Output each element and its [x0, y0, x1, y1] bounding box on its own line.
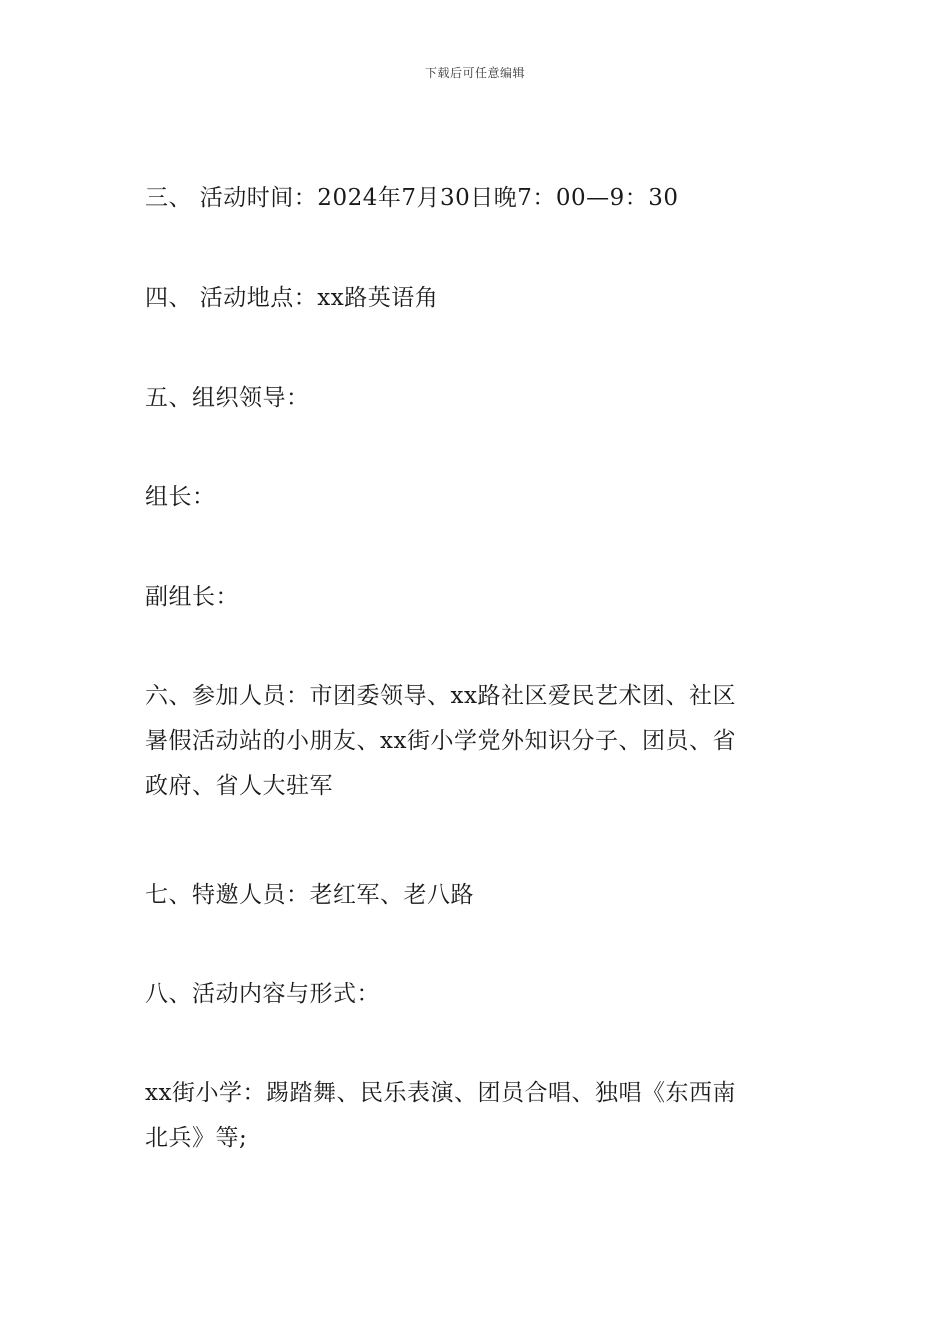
participants-line: 政府、省人大驻军 — [145, 773, 333, 799]
school-program-line: 北兵》等; — [145, 1125, 248, 1151]
special-guests: 七、特邀人员：老红军、老八路 — [145, 882, 474, 908]
school-program-paragraph — [145, 1071, 825, 1161]
organization-leadership-heading: 五、组织领导： — [145, 385, 310, 411]
group-leader: 组长： — [145, 484, 216, 510]
deputy-group-leader: 副组长： — [145, 584, 239, 610]
participants-line: 六、参加人员：市团委领导、xx路社区爱民艺术团、社区 — [145, 683, 736, 709]
participants-line: 暑假活动站的小朋友、xx街小学党外知识分子、团员、省 — [145, 728, 736, 754]
activity-place: 四、 活动地点：xx路英语角 — [145, 285, 439, 311]
school-program-line: xx街小学：踢踏舞、民乐表演、团员合唱、独唱《东西南 — [145, 1080, 736, 1106]
activity-time: 三、 活动时间：2024年7月30日晚7：00—9：30 — [145, 185, 679, 211]
activity-content-heading: 八、活动内容与形式： — [145, 981, 380, 1007]
page-header: 下载后可任意编辑 — [424, 66, 525, 80]
participants-paragraph — [145, 674, 825, 809]
